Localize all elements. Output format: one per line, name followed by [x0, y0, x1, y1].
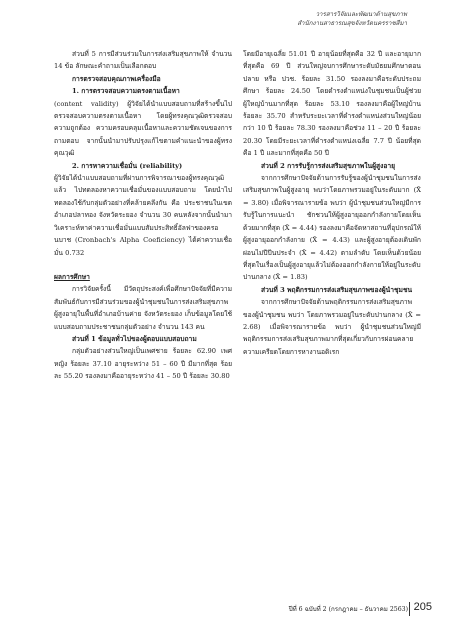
part-heading: ส่วนที่ 3 พฤติกรรมการส่งเสริมสุขภาพของผู้นำชุมชน [261, 285, 413, 294]
subsection-heading: 2. การหาความเชื่อมั่น (reliability) [72, 161, 183, 170]
paragraph: ผู้วิจัยได้นำแบบสอบถามที่ผ่านการพิจารณาของผู้ทรงคุณวุฒิแล้ว ไปทดลองหาความเชื่อมั่นของแบบสอบถาม โดยนำไปทดลองใช้กับกลุ่มตัวอย่างที่คล้ายคลึงกัน คือ ประชาชนในเขตอำเภอปลาทอง จังหวัดระยอง จำนวน 30 คนหลังจากนั้นนำมาวิเคราะห์หาค่าความเชื่อมั่นแบบสัมประสิทธิ์อัลฟาของครอนบาช (Cronbach's Alpha Coeficiency) ได้ค่าความเชื่อมั่น 0.732 [54, 174, 232, 257]
page-footer [288, 600, 432, 618]
paragraph: โดยมีอายุเฉลี่ย 51.01 ปี อายุน้อยที่สุดคือ 32 ปี และอายุมากที่สุดคือ 69 ปี ส่วนใหญ่จบการศึกษาระดับมัธยมศึกษาตอนปลาย หรือ ปวช. ร้อยละ 31.50 รองลงมาคือระดับประถมศึกษา ร้อยละ 24.50 โดยดำรงตำแหน่งในชุมชนเป็นผู้ช่วยผู้ใหญ่บ้านมากที่สุด ร้อยละ 53.10 รองลงมาคือผู้ใหญ่บ้าน ร้อยละ 35.70 สำหรับระยะเวลาที่ดำรงตำแหน่งส่วนใหญ่น้อยกว่า 10 ปี ร้อยละ 78.30 รองลงมาคือช่วง 11 – 20 ปี ร้อยละ 20.30 โดยมีระยะเวลาที่ดำรงตำแหน่งเฉลี่ย 7.7 ปี น้อยที่สุดคือ 1 ปี และมากที่สุดคือ 50 ปี [243, 50, 421, 158]
paragraph: การวิจัยครั้งนี้ มีวัตถุประสงค์เพื่อศึกษาปัจจัยที่มีความสัมพันธ์กับการมีส่วนร่วมของผู้นำชุมชนในการส่งเสริมสุขภาพผู้สูงอายุในพื้นที่อำเภอบ้านค่าย จังหวัดระยอง เก็บข้อมูลโดยใช้แบบสอบถามประชาชนกลุ่มตัวอย่าง จำนวน 143 คน [54, 285, 232, 331]
section-heading: การตรวจสอบคุณภาพเครื่องมือ [72, 74, 161, 83]
paragraph: กลุ่มตัวอย่างส่วนใหญ่เป็นเพศชาย ร้อยละ 62.90 เพศหญิง ร้อยละ 37.10 อายุระหว่าง 51 – 60 ปี มีมากที่สุด ร้อยละ 55.20 รองลงมาคืออายุระหว่าง 41 – 50 ปี ร้อยละ 30.80 [54, 347, 232, 381]
left-column [54, 48, 232, 383]
subsection-heading: 1. การตรวจสอบความตรงตามเนื้อหา [72, 87, 180, 96]
page-number: 205 [413, 601, 432, 613]
paragraph: ส่วนที่ 5 การมีส่วนร่วมในการส่งเสริมสุขภาพให้ จำนวน 14 ข้อ ลักษณะคำถามเป็นเลือกตอบ [54, 50, 232, 71]
running-header [297, 10, 407, 28]
paragraph: จากการศึกษาปัจจัยด้านพฤติกรรมการส่งเสริมสุขภาพของผู้นำชุมชน พบว่า โดยภาพรวมอยู่ในระดับปานกลาง (X̄ = 2.68) เมื่อพิจารณารายข้อ พบว่า ผู้นำชุมชนส่วนใหญ่มีพฤติกรรมการส่งเสริมสุขภาพมากที่สุดเกี่ยวกับการผ่อนคลายความเครียดโดยการหางานอดิเรก [243, 298, 421, 356]
paragraph: (content validity) ผู้วิจัยได้นำแบบสอบถามที่สร้างขึ้นไปตรวจสอบความตรงตามเนื้อหา โดยผู้ทรงคุณวุฒิตรวจสอบความถูกต้อง ความครอบคลุมเนื้อหาและความชัดเจนของการถามตอบ จากนั้นนำมาปรับปรุงแก้ไขตามคำแนะนำของผู้ทรงคุณวุฒิ [54, 99, 232, 158]
section-heading-results: ผลการศึกษา [54, 272, 90, 281]
publisher-name: สำนักงานสาธารณสุขจังหวัดนครราชสีมา [297, 20, 407, 27]
issue-info: ปีที่ 6 ฉบับที่ 2 (กรกฎาคม – ธันวาคม 2563) [288, 606, 408, 613]
footer-divider [409, 602, 410, 616]
right-column [243, 48, 421, 358]
journal-name: วารสารวิจัยและพัฒนาด้านสุขภาพ [315, 11, 407, 18]
part-heading: ส่วนที่ 1 ข้อมูลทั่วไปของผู้ตอบแบบสอบถาม [72, 334, 197, 343]
paragraph: จากการศึกษาปัจจัยด้านการรับรู้ของผู้นำชุมชนในการส่งเสริมสุขภาพในผู้สูงอายุ พบว่าโดยภาพรวมอยู่ในระดับมาก (X̄ = 3.80) เมื่อพิจารณารายข้อ พบว่า ผู้นำชุมชนส่วนใหญ่มีการรับรู้ในการแนะนำ ชักชวนให้ผู้สูงอายุออกกำลังกายโดยเห็นด้วยมากที่สุด (X̄ = 4.44) รองลงมาคือจัดหาสถานที่อุปกรณ์ให้ผู้สูงอายุออกกำลังกาย (X̄ = 4.43) และผู้สูงอายุต้องเดินพักผ่อนไม่ปีปีนประจำ (X̄ = 4.42) ตามลำดับ โดยเห็นด้วยน้อยที่สุดในเรื่องเป็นผู้สูงอายุแล้วไม่ต้องออกกำลังกายให้อยู่ในระดับปานกลาง (X̄ = 1.83) [243, 174, 421, 282]
part-heading: ส่วนที่ 2 การรับรู้การส่งเสริมสุขภาพในผู้สูงอายุ [261, 161, 396, 170]
